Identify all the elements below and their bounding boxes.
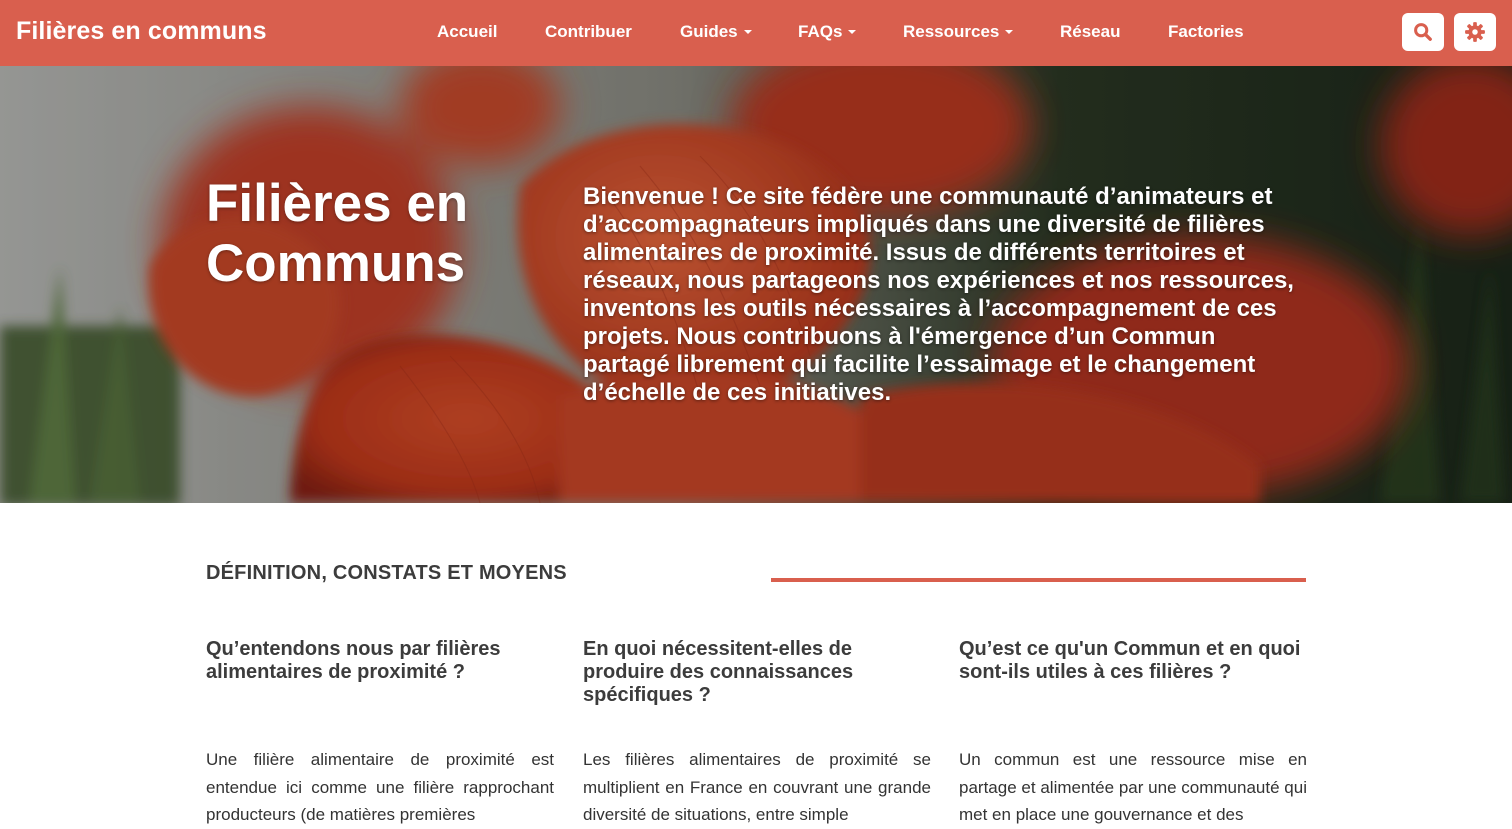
site-brand[interactable]: Filières en communs bbox=[16, 17, 267, 45]
column-title: Qu’entendons nous par filières alimentaires de proximité ? bbox=[206, 638, 501, 683]
nav-item-faqs[interactable] bbox=[798, 22, 856, 42]
info-column-commun bbox=[959, 638, 1307, 824]
nav-label: Réseau bbox=[1060, 22, 1121, 41]
section-divider bbox=[771, 578, 1306, 582]
info-column-knowledge bbox=[583, 638, 931, 824]
info-column-definition bbox=[206, 638, 554, 824]
settings-button[interactable] bbox=[1454, 13, 1496, 51]
column-title: En quoi nécessitent-elles de produire des connaissances spécifiques ? bbox=[583, 638, 854, 706]
column-text: Un commun est une ressource mise en partage et alimentée par une communauté qui met en place une gouvernance et des bbox=[959, 750, 1307, 824]
nav-item-ressources[interactable] bbox=[903, 22, 1013, 42]
caret-down-icon bbox=[848, 30, 856, 34]
nav-label: Guides bbox=[680, 22, 738, 41]
top-navbar bbox=[0, 0, 1512, 66]
nav-label: Accueil bbox=[437, 22, 498, 41]
caret-down-icon bbox=[1005, 30, 1013, 34]
nav-label: Factories bbox=[1168, 22, 1244, 41]
search-icon bbox=[1413, 22, 1433, 42]
nav-label: Ressources bbox=[903, 22, 1000, 41]
hero-title: Filières en Communs bbox=[206, 174, 469, 293]
search-button[interactable] bbox=[1402, 13, 1444, 51]
nav-item-accueil[interactable] bbox=[437, 22, 497, 42]
hero-banner bbox=[0, 66, 1512, 503]
nav-item-factories[interactable] bbox=[1168, 22, 1244, 42]
caret-down-icon bbox=[744, 30, 752, 34]
column-text: Une filière alimentaire de proximité est entendue ici comme une filière rapprochant producteurs (de matières premières bbox=[206, 750, 554, 824]
column-text: Les filières alimentaires de proximité se multiplient en France en couvrant une grande diversité de situations, entre simple bbox=[583, 750, 931, 824]
hero-welcome-text: Bienvenue ! Ce site fédère une communauté d’animateurs et d’accompagnateurs impliqués dans une diversité de filières alimentaires de proximité. Issus de différents territoires et réseaux, nous partageons nos expériences et nos ressources, inventons les outils nécessaires à l’accompagnement de ces projets. Nous contribuons à l'émergence d’un Commun partagé librement qui facilite l’essaimage et le changement d’échelle de ces initiatives. bbox=[583, 183, 1294, 406]
gear-icon bbox=[1464, 21, 1486, 43]
nav-item-guides[interactable] bbox=[680, 22, 752, 42]
column-title: Qu’est ce qu'un Commun et en quoi sont-ils utiles à ces filières ? bbox=[959, 638, 1301, 683]
nav-item-reseau[interactable] bbox=[1060, 22, 1120, 42]
nav-label: FAQs bbox=[798, 22, 843, 41]
nav-item-contribuer[interactable] bbox=[545, 22, 632, 42]
section-heading: DÉFINITION, CONSTATS ET MOYENS bbox=[206, 562, 567, 584]
nav-menu bbox=[0, 0, 1400, 66]
nav-label: Contribuer bbox=[545, 22, 632, 41]
